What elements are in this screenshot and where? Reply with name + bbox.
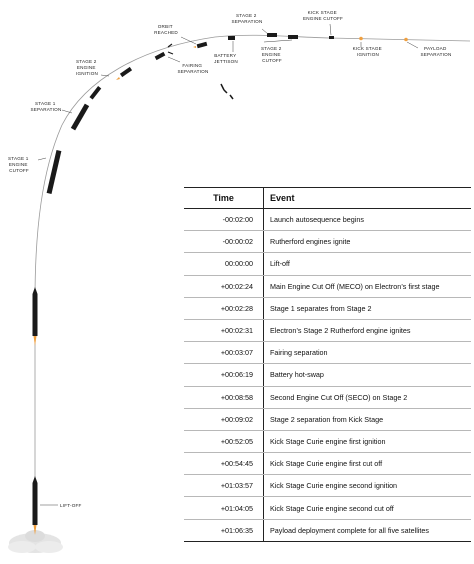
time-cell: +00:09:02	[184, 408, 264, 430]
rocket-orbit	[193, 42, 207, 48]
table-row	[184, 519, 471, 541]
table-row	[184, 430, 471, 452]
table-row	[184, 386, 471, 408]
rocket-stage1-cutoff	[47, 150, 62, 194]
event-cell: Fairing separation	[264, 342, 472, 364]
table-row	[184, 297, 471, 319]
time-cell: -00:00:02	[184, 231, 264, 253]
mission-timeline-table	[184, 187, 471, 542]
table-row	[184, 342, 471, 364]
table-row	[184, 364, 471, 386]
time-cell: +00:02:24	[184, 275, 264, 297]
event-cell: Launch autosequence begins	[264, 209, 472, 231]
table-row	[184, 319, 471, 341]
event-cell: Main Engine Cut Off (MECO) on Electron’s first stage	[264, 275, 472, 297]
label-liftoff: LIFT-OFF	[60, 503, 82, 508]
event-column-header: Event	[264, 188, 472, 209]
time-cell: +01:03:57	[184, 475, 264, 497]
label-stage2-cutoff: STAGE 2 ENGINE CUTOFF	[261, 46, 282, 63]
rocket-ascent	[33, 287, 38, 346]
event-cell: Kick Stage Curie engine first ignition	[264, 430, 472, 452]
time-cell: +01:06:35	[184, 519, 264, 541]
event-cell: Electron’s Stage 2 Rutherford engine ignites	[264, 319, 472, 341]
time-cell: +01:04:05	[184, 497, 264, 519]
table-row	[184, 475, 471, 497]
label-orbit-reached: ORBIT REACHED	[154, 24, 178, 35]
time-cell: +00:54:45	[184, 453, 264, 475]
event-cell: Stage 1 separates from Stage 2	[264, 297, 472, 319]
table-row	[184, 453, 471, 475]
time-cell: +00:52:05	[184, 430, 264, 452]
table-row	[184, 497, 471, 519]
label-stage1-separation: STAGE 1 SEPARATION	[30, 101, 62, 112]
label-kick-stage-ignition: KICK STAGE IGNITION	[352, 46, 382, 57]
table-row	[184, 408, 471, 430]
label-battery-jettison: BATTERY JETTISON	[214, 53, 238, 64]
label-stage2-separation: STAGE 2 SEPARATION	[231, 13, 263, 24]
time-cell: +00:02:31	[184, 319, 264, 341]
table-row	[184, 231, 471, 253]
time-cell: 00:00:00	[184, 253, 264, 275]
time-column-header: Time	[184, 188, 264, 209]
table-row	[184, 209, 471, 231]
event-cell: Battery hot-swap	[264, 364, 472, 386]
event-cell: Second Engine Cut Off (SECO) on Stage 2	[264, 386, 472, 408]
launch-smoke	[8, 530, 63, 553]
event-cell: Kick Stage Curie engine second ignition	[264, 475, 472, 497]
time-cell: -00:02:00	[184, 209, 264, 231]
time-cell: +00:02:28	[184, 297, 264, 319]
table-header-row	[184, 188, 471, 209]
event-cell: Payload deployment complete for all five satellites	[264, 519, 472, 541]
event-cell: Stage 2 separation from Kick Stage	[264, 408, 472, 430]
table-row	[184, 275, 471, 297]
event-cell: Lift-off	[264, 253, 472, 275]
event-cell: Rutherford engines ignite	[264, 231, 472, 253]
label-fairing-separation: FAIRING SEPARATION	[177, 63, 209, 74]
label-stage2-ignition: STAGE 2 ENGINE IGNITION	[75, 59, 99, 76]
label-kick-stage-cutoff: KICK STAGE ENGINE CUTOFF	[302, 10, 344, 21]
label-payload-separation: PAYLOAD SEPARATION	[420, 46, 452, 57]
time-cell: +00:08:58	[184, 386, 264, 408]
time-cell: +00:03:07	[184, 342, 264, 364]
event-cell: Kick Stage Curie engine first cut off	[264, 453, 472, 475]
time-cell: +00:06:19	[184, 364, 264, 386]
table-row	[184, 253, 471, 275]
label-stage1-cutoff: STAGE 1 ENGINE CUTOFF	[8, 156, 29, 173]
timeline-body	[184, 209, 471, 542]
event-cell: Kick Stage Curie engine second cut off	[264, 497, 472, 519]
rocket-liftoff	[33, 476, 38, 535]
